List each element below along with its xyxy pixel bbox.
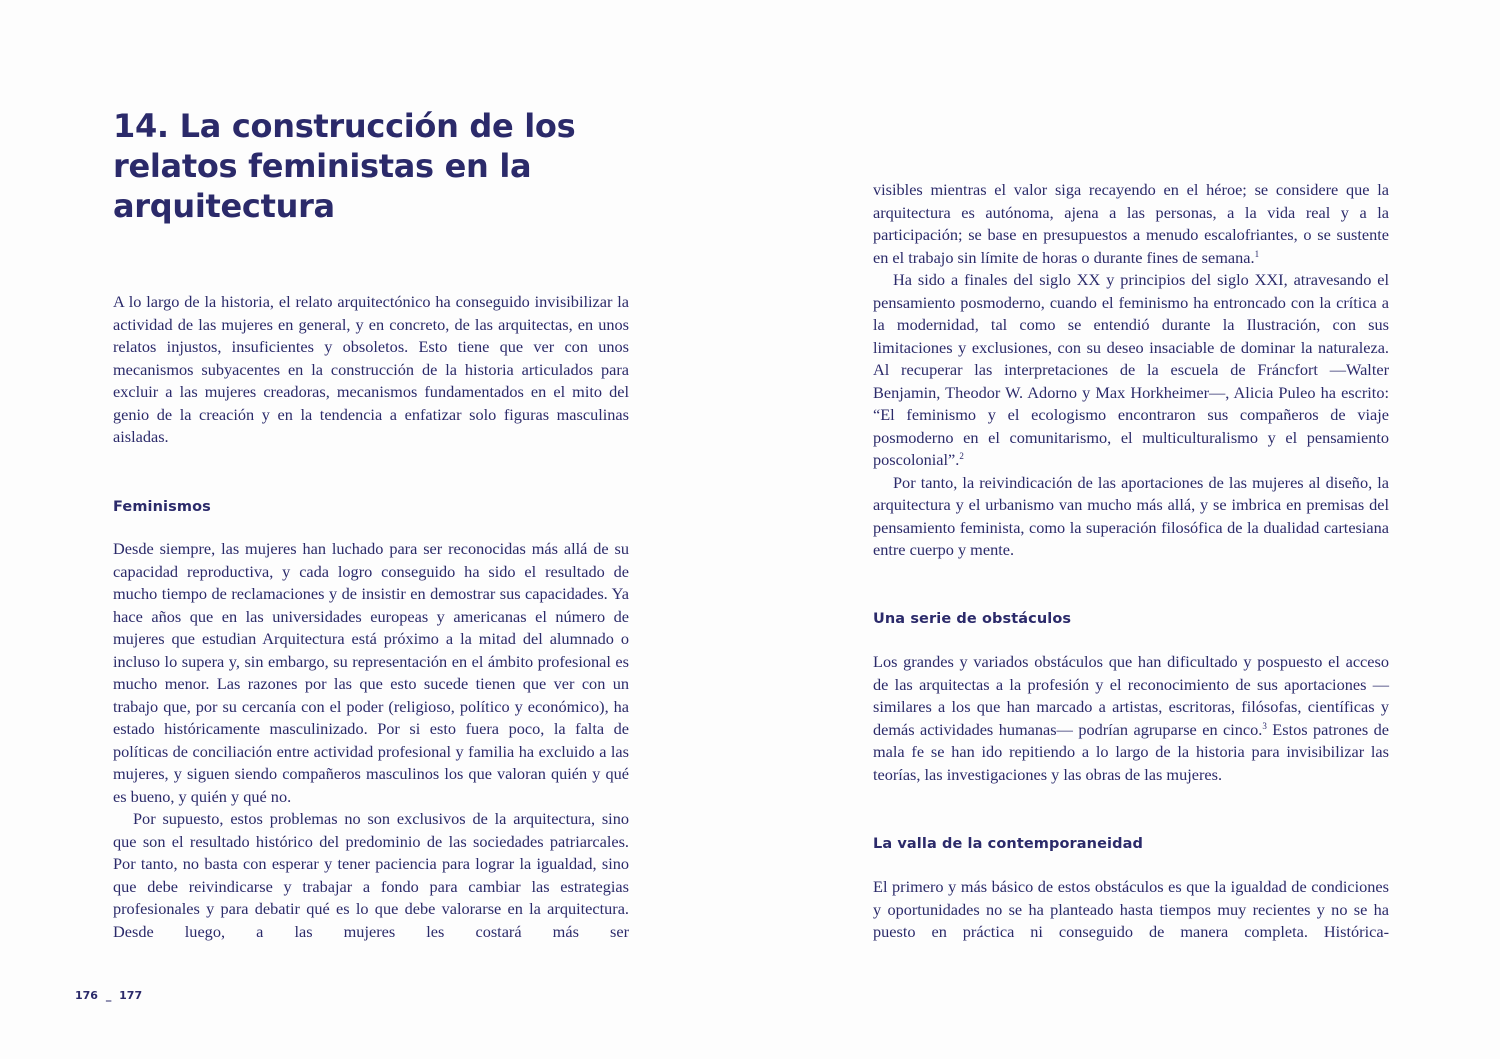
right-page — [750, 0, 1500, 1059]
section-valla-body — [873, 876, 1389, 944]
section-feminismos-body — [113, 538, 629, 943]
intro-block — [113, 291, 629, 449]
body-paragraph: Por tanto, la reivindicación de las aportaciones de las mujeres al diseño, la arquitectura y el urbanismo van mucho más allá, y se imbrica en premisas del pensamiento feminista, como la superación filosófica de la dualidad cartesiana entre cuerpo y mente. — [873, 472, 1389, 559]
section-heading-feminismos: Feminismos — [113, 499, 211, 515]
body-paragraph — [873, 651, 1389, 786]
body-paragraph: Desde siempre, las mujeres han luchado para ser reconocidas más allá de su capacidad reproductiva, y cada logro conseguido ha sido el resultado de mucho tiempo de reclamaciones y de insistir en demostrar sus capacidades. Ya hace años que en las universidades europeas y americanas el número de mujeres que estudian Arquitectura está próximo a la mitad del alumnado o incluso lo supera y, sin embargo, su representación en el ámbito profesional es mucho menor. Las razones por las que esto sucede tienen que ver con un trabajo que, por su cercanía con el poder (religioso, político y económico), ha estado históricamente masculinizado. Por si esto fuera poco, la falta de políticas de conciliación entre actividad profesional y familia ha excluido a las mujeres, y siguen siendo compañeros masculinos los que valoran quién y qué es bueno, y quién y qué no. — [113, 539, 629, 806]
body-paragraph: Por supuesto, estos problemas no son exclusivos de la arquitectura, sino que son el resultado histórico del predominio de las sociedades patriarcales. Por tanto, no basta con esperar y tener paciencia para lograr la igualdad, sino que debe reivindicarse y trabajar a fondo para cambiar las estrategias profesionales y para debatir qué es lo que debe valorarse en la arquitectura. Desde luego, a las mujeres les costará más ser — [113, 809, 629, 941]
paragraph-text: Estos patrones de mala fe se han ido repitiendo a lo largo de la historia para invisibilizar las teorías, las investigaciones y las obras de las mujeres. — [873, 719, 1389, 784]
folio-separator: _ — [105, 989, 112, 1002]
section-heading-valla: La valla de la contemporaneidad — [873, 836, 1143, 852]
paragraph-text: Los grandes y variados obstáculos que han dificultado y pospuesto el acceso de las arquitectas a la profesión y el reconocimiento de sus aportaciones —similares a los que han marcado a artistas, escritoras, filósofas, científicas y demás actividades humanas— podrían agruparse en cinco. — [873, 652, 1389, 739]
page-folio — [75, 989, 146, 1002]
paragraph-text: visibles mientras el valor siga recayendo en el héroe; se considere que la arquitectura es autónoma, ajena a las personas, a la vida real y a la participación; se base en presupuestos a menudo escalofriantes, o se sustente en el trabajo sin límite de horas o durante fines de semana. — [873, 180, 1389, 267]
chapter-title: 14. La construcción de los relatos feministas en la arquitectura — [113, 107, 576, 225]
section-obstaculos-body — [873, 651, 1389, 786]
body-paragraph — [873, 269, 1389, 472]
section-heading-obstaculos: Una serie de obstáculos — [873, 611, 1072, 627]
body-paragraph: El primero y más básico de estos obstáculos es que la igualdad de condiciones y oportunidades no se ha planteado hasta tiempos muy recientes y no se ha puesto en práctica ni conseguido de manera completa. Histórica- — [873, 877, 1389, 941]
footnote-marker[interactable]: 1 — [1254, 248, 1260, 259]
footnote-marker[interactable]: 3 — [1262, 720, 1267, 731]
paragraph-text: Ha sido a finales del siglo XX y principios del siglo XXI, atravesando el pensamiento posmoderno, cuando el feminismo ha entroncado con la crítica a la modernidad, tal como se entendió durante la Ilustración, con sus limitaciones y exclusiones, con su deseo insaciable de dominar la naturaleza. Al recuperar las interpretaciones de la escuela de Fráncfort —Walter Benjamin, Theodor W. Adorno y Max Horkheimer—, Alicia Puleo ha escrito: “El feminismo y el ecologismo encontraron sus compañeros de viaje posmoderno en el comunitarismo, el multiculturalismo y el pensamiento poscolonial”. — [873, 270, 1389, 469]
page-number-left: 176 — [75, 989, 98, 1002]
page-number-right: 177 — [119, 989, 143, 1002]
body-paragraph — [873, 179, 1389, 269]
continuation-block — [873, 179, 1389, 562]
intro-paragraph: A lo largo de la historia, el relato arquitectónico ha conseguido invisibilizar la actividad de las mujeres en general, y en concreto, de las arquitectas, en unos relatos injustos, insuficientes y obsoletos. Esto tiene que ver con unos mecanismos subyacentes en la construcción de la historia articulados para excluir a las mujeres creadoras, mecanismos fundamentados en el mito del genio de la creación y en la tendencia a enfatizar solo figuras masculinas aisladas. — [113, 292, 629, 446]
footnote-marker[interactable]: 2 — [959, 451, 964, 461]
